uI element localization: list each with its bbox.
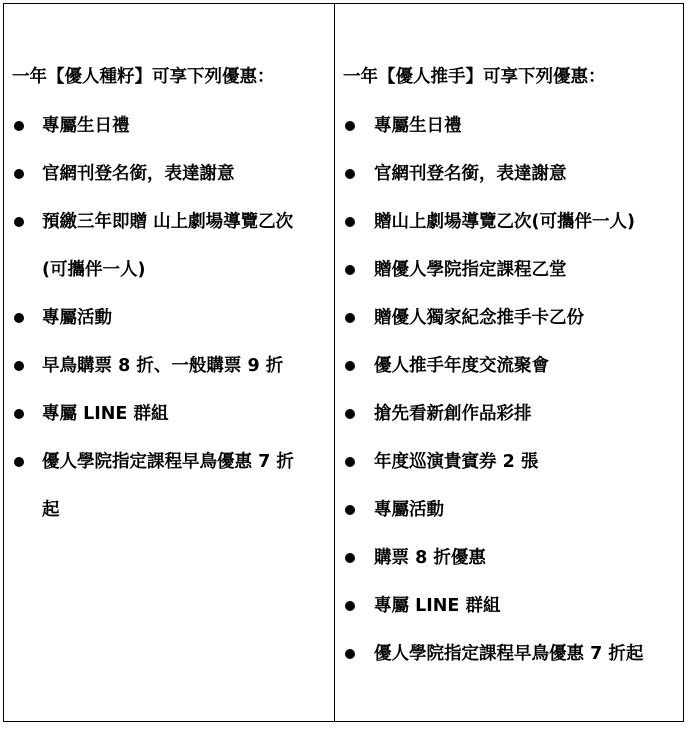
benefit-list-item bbox=[335, 114, 683, 138]
bullet-icon bbox=[345, 457, 355, 467]
benefit-list-item bbox=[335, 306, 683, 330]
benefit-list-item bbox=[4, 114, 334, 138]
benefit-text: 專屬活動 bbox=[42, 308, 112, 328]
benefit-list-item bbox=[4, 306, 334, 330]
benefit-list-item bbox=[4, 210, 334, 282]
benefits-table bbox=[3, 3, 684, 722]
benefit-text: 起 bbox=[42, 500, 60, 520]
benefit-list-item bbox=[335, 594, 683, 618]
benefit-list-item bbox=[4, 402, 334, 426]
benefit-text: 專屬 LINE 群組 bbox=[42, 404, 169, 424]
benefit-text: 優人學院指定課程早鳥優惠 7 折起 bbox=[374, 644, 644, 664]
patron-member-column bbox=[335, 4, 683, 721]
bullet-icon bbox=[345, 121, 355, 131]
patron-member-benefit-list bbox=[335, 114, 683, 690]
bullet-icon bbox=[345, 601, 355, 611]
benefit-text: 優人學院指定課程早鳥優惠 7 折 bbox=[42, 452, 294, 472]
benefit-text: 年度巡演貴賓券 2 張 bbox=[374, 452, 539, 472]
bullet-icon bbox=[14, 361, 24, 371]
bullet-icon bbox=[14, 169, 24, 179]
bullet-icon bbox=[14, 409, 24, 419]
benefit-text: 專屬生日禮 bbox=[374, 116, 462, 136]
bullet-icon bbox=[345, 169, 355, 179]
benefit-list-item bbox=[335, 402, 683, 426]
benefit-list-item bbox=[335, 354, 683, 378]
seed-member-benefit-list bbox=[4, 114, 334, 546]
benefit-list-item bbox=[4, 450, 334, 522]
benefit-list-item bbox=[335, 546, 683, 570]
benefit-text: 優人推手年度交流聚會 bbox=[374, 356, 549, 376]
benefit-text: 專屬活動 bbox=[374, 500, 444, 520]
benefit-list-item bbox=[335, 210, 683, 234]
bullet-icon bbox=[345, 361, 355, 371]
benefit-text: 預繳三年即贈 山上劇場導覽乙次 bbox=[42, 212, 294, 232]
benefit-list-item bbox=[335, 258, 683, 282]
benefit-text: 官網刊登名銜，表達謝意 bbox=[42, 164, 235, 184]
benefit-text: (可攜伴一人) bbox=[42, 260, 146, 280]
benefit-text: 搶先看新創作品彩排 bbox=[374, 404, 532, 424]
benefit-text: 贈優人學院指定課程乙堂 bbox=[374, 260, 567, 280]
benefit-list-item bbox=[335, 498, 683, 522]
bullet-icon bbox=[345, 217, 355, 227]
bullet-icon bbox=[14, 121, 24, 131]
bullet-icon bbox=[14, 313, 24, 323]
bullet-icon bbox=[345, 553, 355, 563]
bullet-icon bbox=[345, 649, 355, 659]
seed-member-column bbox=[4, 4, 335, 721]
benefit-text: 官網刊登名銜，表達謝意 bbox=[374, 164, 567, 184]
benefit-text: 贈優人獨家紀念推手卡乙份 bbox=[374, 308, 584, 328]
benefit-text: 早鳥購票 8 折、一般購票 9 折 bbox=[42, 356, 284, 376]
benefit-list-item bbox=[4, 354, 334, 378]
bullet-icon bbox=[345, 313, 355, 323]
bullet-icon bbox=[14, 457, 24, 467]
benefit-list-item bbox=[335, 450, 683, 474]
seed-member-heading: 一年【優人種籽】可享下列優惠： bbox=[12, 67, 275, 87]
bullet-icon bbox=[345, 505, 355, 515]
benefit-list-item bbox=[335, 642, 683, 666]
bullet-icon bbox=[345, 409, 355, 419]
benefit-text: 贈山上劇場導覽乙次(可攜伴一人) bbox=[374, 212, 635, 232]
bullet-icon bbox=[345, 265, 355, 275]
benefit-list-item bbox=[4, 162, 334, 186]
benefit-list-item bbox=[335, 162, 683, 186]
benefit-text: 購票 8 折優惠 bbox=[374, 548, 486, 568]
benefit-text: 專屬 LINE 群組 bbox=[374, 596, 501, 616]
benefit-text: 專屬生日禮 bbox=[42, 116, 130, 136]
bullet-icon bbox=[14, 217, 24, 227]
patron-member-heading: 一年【優人推手】可享下列優惠： bbox=[343, 67, 606, 87]
